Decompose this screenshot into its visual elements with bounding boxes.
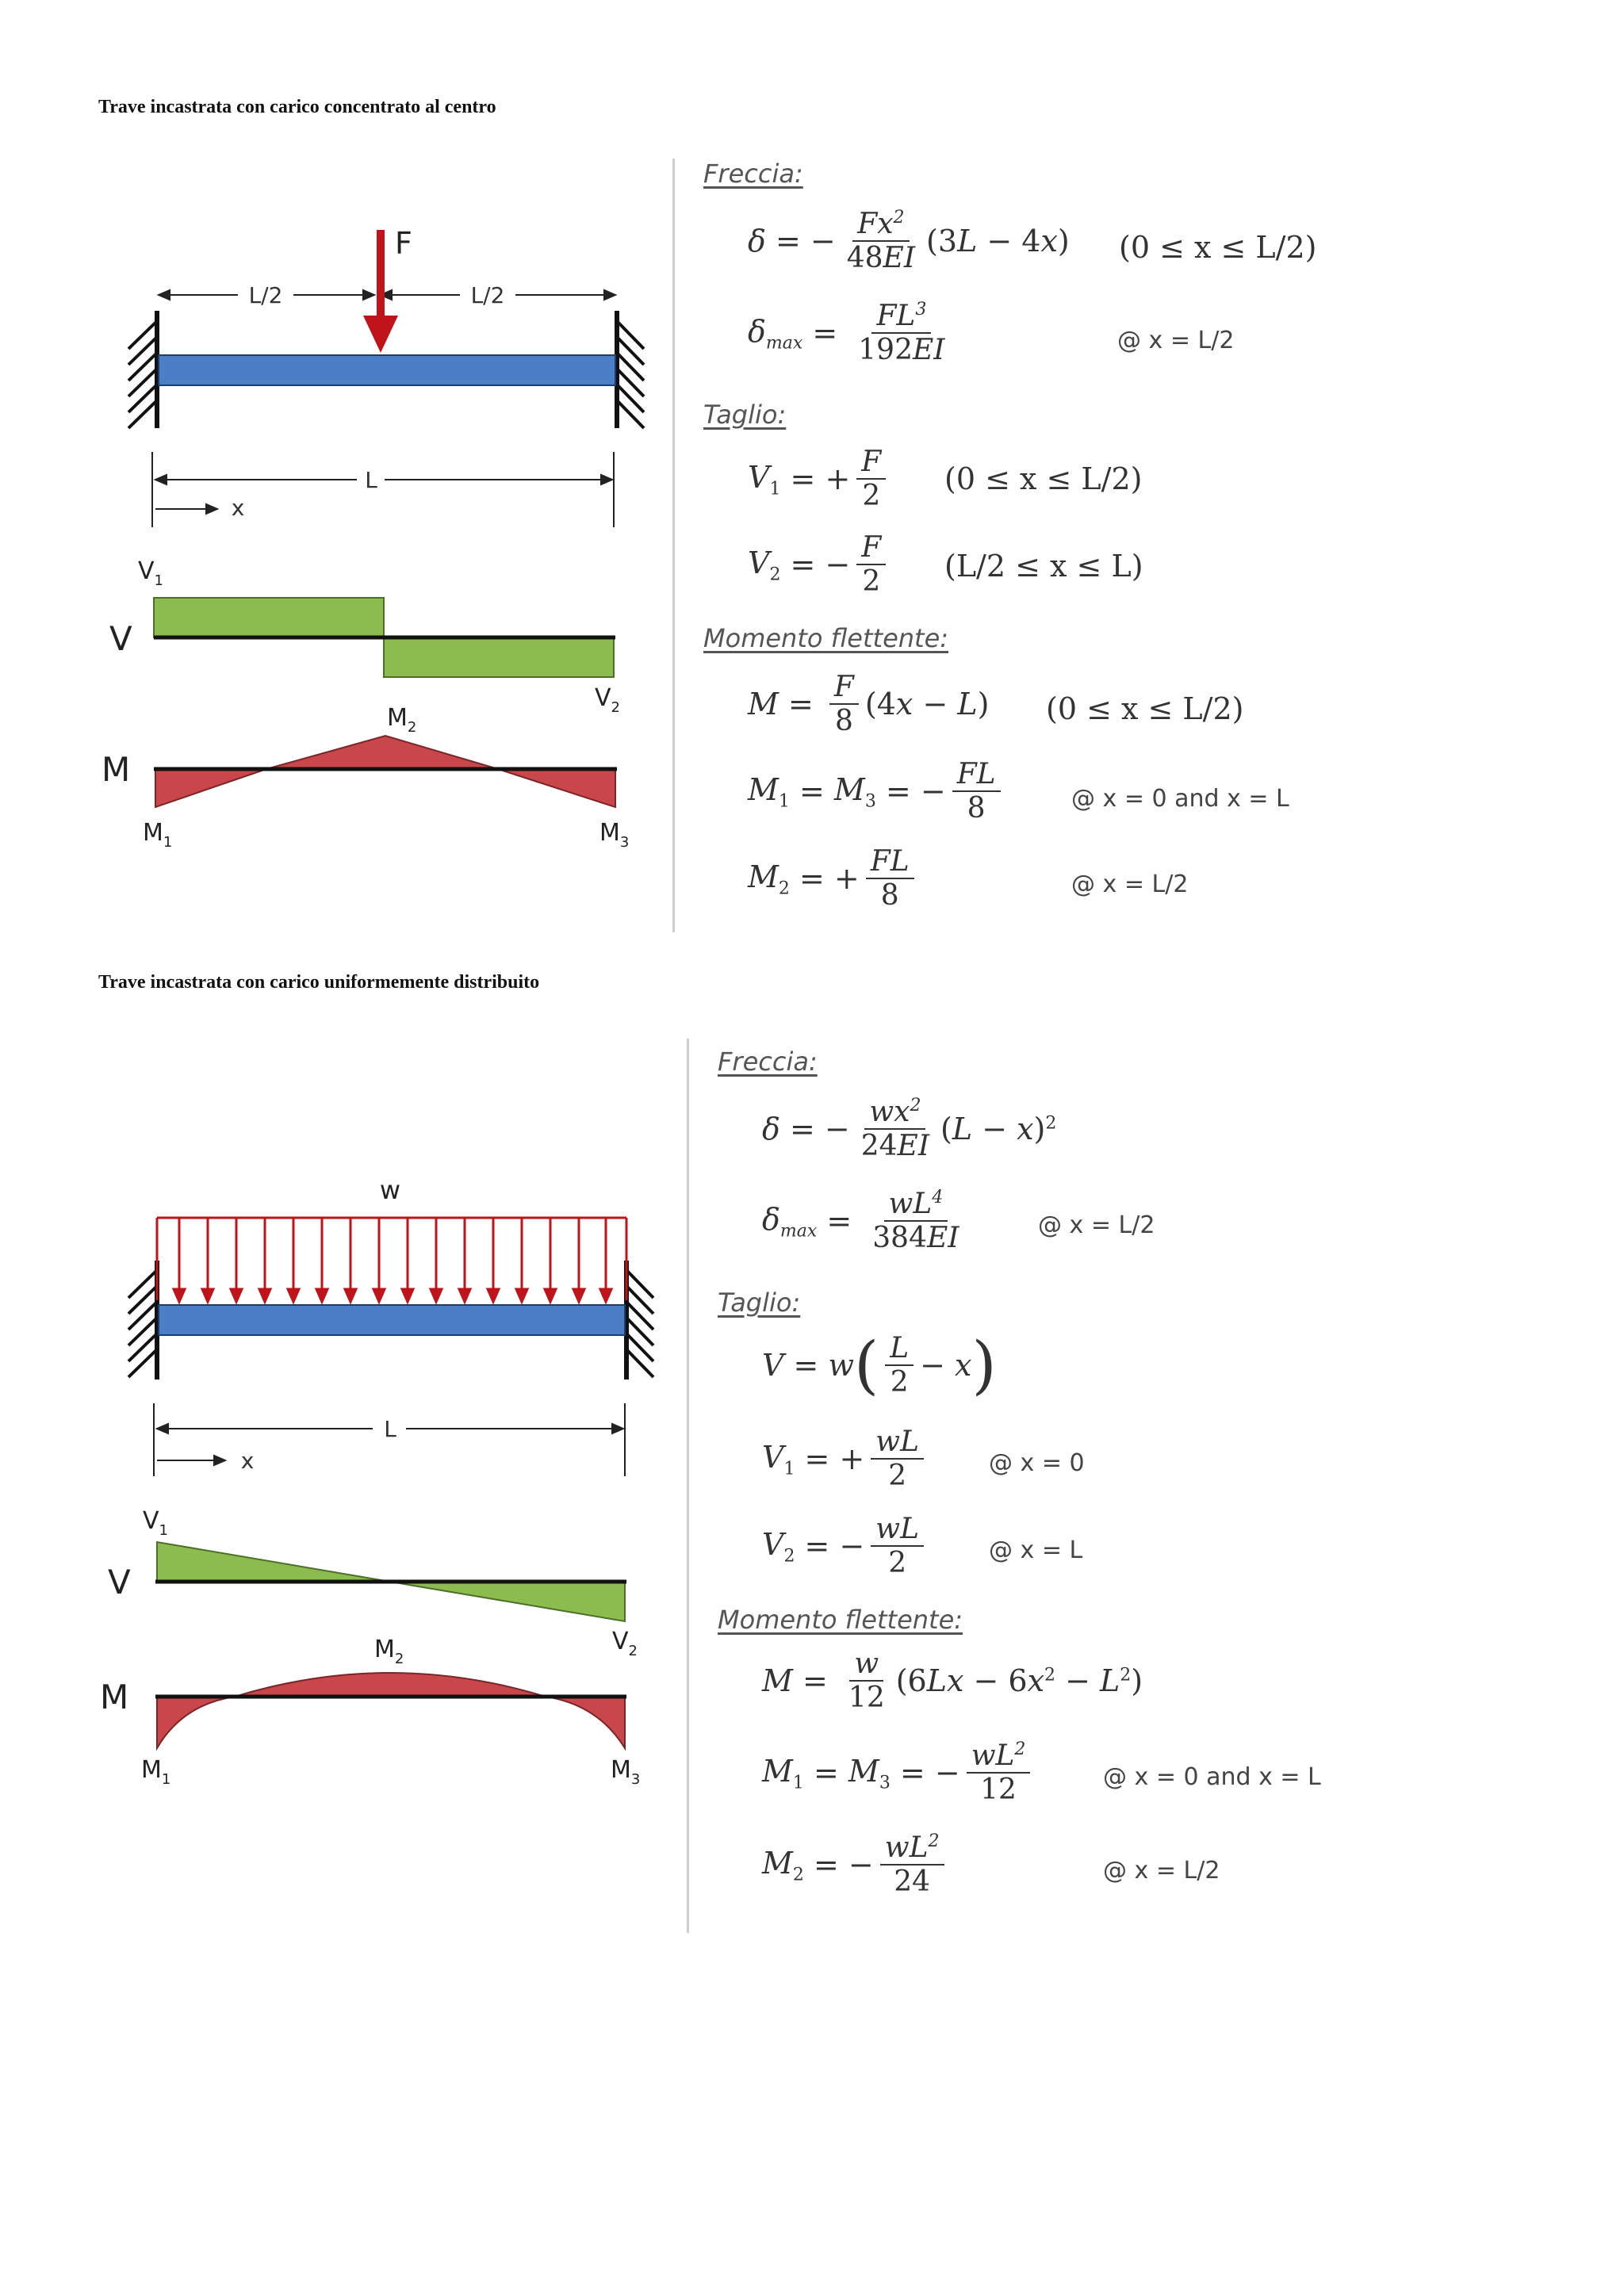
beam [159,355,615,385]
formula-deflection: δ = − $\frac{Fx^2}{48EI}$ (3 L − 4 x ) [748,208,1070,275]
fixed-support-right [617,311,644,428]
v2-label: $V_2$ [612,1628,638,1659]
load-label: w [379,1175,401,1205]
formula-m2: $M_2$ = − $\frac{wL^2}{24}$ [762,1831,951,1899]
fixed-support-left [128,1261,157,1380]
shear-axis-label: V [108,1563,131,1601]
note-m2: @ x = L/2 [1071,871,1189,898]
note-m1-m3: @ x = 0 and x = L [1071,785,1289,813]
m1-label: $M_1$ [143,819,173,851]
m2-label: $M_2$ [374,1636,404,1667]
formula-v1: $V_1$ = + $\frac{F}{2}$ [748,446,892,513]
condition-v2: (L/2 ≤ x ≤ L) [944,549,1143,584]
m3-label: $M_3$ [599,819,630,851]
m1-label: $M_1$ [141,1756,171,1788]
moment-diagram [154,736,617,807]
formula-m2: $M_2$ = + $\frac{FL}{8}$ [748,845,921,913]
formula-shear: V = w ( $\frac{L}{2}$ − x ) [762,1328,997,1402]
formula-max-deflection: $\delta_{max}$ = $\frac{wL^4}{384EI}$ [762,1188,959,1255]
load-label: F [395,226,412,261]
formula-panel-1 [672,159,1515,932]
span-label: L [384,1416,396,1442]
moment-axis-label: M [100,1678,129,1716]
shear-axis-label: V [109,619,132,658]
x-label: x [231,495,245,521]
heading-shear: Taglio: [718,1288,801,1318]
formula-v2: $V_2$ = − $\frac{wL}{2}$ [762,1513,930,1580]
note-max-deflection: @ x = L/2 [1117,327,1235,354]
formula-panel-2 [687,1039,1530,1933]
x-label: x [240,1448,255,1474]
beam-diagram-point-load [102,222,658,872]
heading-shear: Taglio: [703,400,787,430]
formula-m1-m3: $M_1$ = $M_3$ = − $\frac{wL^2}{12}$ [762,1739,1036,1807]
formula-m1-m3: $M_1$ = $M_3$ = − $\frac{FL}{8}$ [748,758,1007,825]
beam-diagram-distributed-load [100,1173,658,1792]
span-label: L [365,467,377,493]
distributed-load-arrows [157,1218,626,1302]
note-max-deflection: @ x = L/2 [1038,1211,1155,1239]
m2-label: $M_2$ [387,704,417,736]
moment-axis-label: M [102,750,131,789]
formula-max-deflection: $\delta_{max}$ = $\frac{FL^3}{192EI}$ [748,300,945,367]
heading-moment: Momento flettente: [703,623,949,653]
section-title-1: Trave incastrata con carico concentrato al centro [98,97,496,117]
formula-v1: $V_1$ = + $\frac{wL}{2}$ [762,1425,930,1493]
moment-diagram [155,1673,626,1748]
point-load-arrow [363,230,398,353]
heading-deflection: Freccia: [718,1047,818,1077]
formula-v2: $V_2$ = − $\frac{F}{2}$ [748,531,892,599]
formula-moment: M = $\frac{F}{8}$ (4 x − L ) [748,671,990,738]
fixed-support-right [626,1261,653,1380]
heading-deflection: Freccia: [703,159,803,189]
note-v2: @ x = L [989,1536,1083,1564]
condition-moment: (0 ≤ x ≤ L/2) [1046,691,1244,726]
beam [159,1305,625,1335]
v1-label: $V_1$ [143,1507,168,1539]
note-v1: @ x = 0 [989,1449,1085,1477]
condition-v1: (0 ≤ x ≤ L/2) [944,461,1143,496]
formula-moment: M = $\frac{w}{12}$ (6 Lx − 6 x $^2$ − L $^2$) [762,1647,1143,1715]
formula-deflection: δ = − $\frac{wx^2}{24EI}$ ( L − x )$^2$ [762,1096,1057,1163]
shear-diagram [155,1542,626,1621]
note-m1-m3: @ x = 0 and x = L [1103,1763,1321,1791]
note-m2: @ x = L/2 [1103,1857,1220,1885]
dim-half-left: L/2 [248,282,283,308]
shear-diagram [154,598,615,677]
heading-moment: Momento flettente: [718,1605,963,1635]
v1-label: $V_1$ [138,557,163,589]
v2-label: $V_2$ [595,684,620,716]
fixed-support-left [128,311,157,428]
condition-deflection: (0 ≤ x ≤ L/2) [1119,230,1317,265]
dim-half-right: L/2 [470,282,505,308]
m3-label: $M_3$ [611,1756,641,1788]
section-title-2: Trave incastrata con carico uniformemente distribuito [98,972,540,993]
